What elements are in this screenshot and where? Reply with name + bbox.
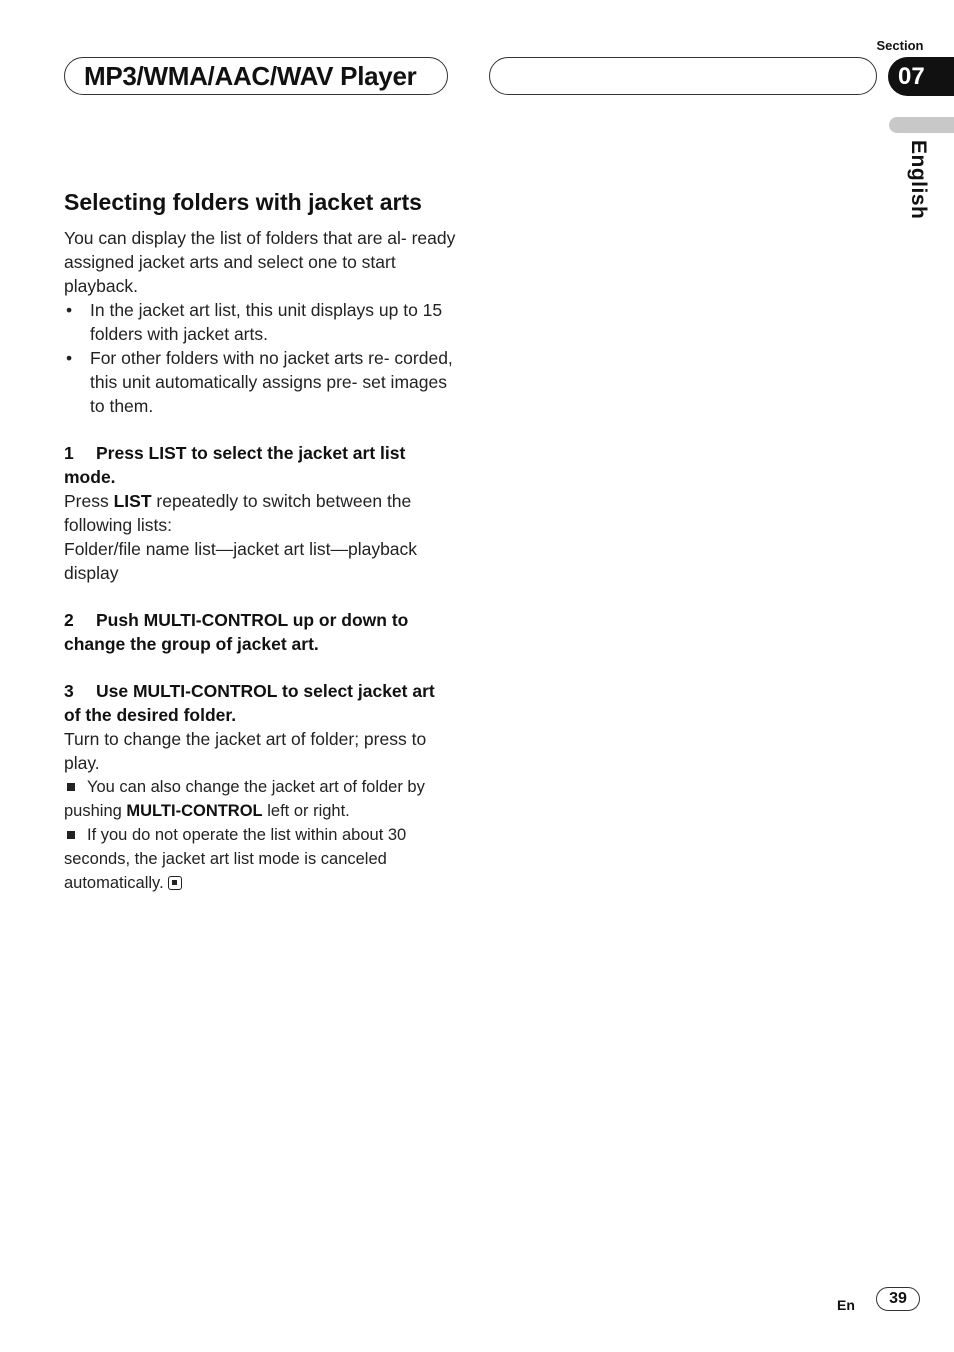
note-item	[64, 775, 456, 823]
note-square-icon	[67, 831, 75, 839]
section-number-badge: 07	[888, 57, 954, 96]
page-title: MP3/WMA/AAC/WAV Player	[84, 61, 417, 91]
step-1-lists: Folder/file name list—jacket art list—playback display	[64, 539, 418, 583]
page-number: 39	[876, 1287, 920, 1311]
footer-language-code: En	[837, 1297, 855, 1313]
step-title-text: Push MULTI-CONTROL up or down to change the group of jacket art.	[64, 610, 409, 654]
note-square-icon	[67, 783, 75, 791]
step-2-title	[64, 608, 456, 656]
bullet-text: For other folders with no jacket arts re- corded, this unit automatically assigns pre- set images to them.	[90, 348, 453, 416]
bullet-text: In the jacket art list, this unit displays up to 15 folders with jacket arts.	[90, 300, 443, 344]
step-number: 3	[64, 681, 74, 701]
section-label: Section	[876, 38, 924, 53]
bullet-dot-icon: •	[66, 348, 73, 368]
note-item	[64, 823, 456, 895]
intro-paragraph: You can display the list of folders that are al- ready assigned jacket arts and select one to start playback.	[64, 228, 456, 296]
step-1-title	[64, 441, 456, 489]
step-1-description	[64, 489, 456, 537]
bullet-item	[64, 298, 456, 346]
header-empty-frame	[489, 57, 877, 95]
main-content	[64, 186, 456, 895]
step-3-description: Turn to change the jacket art of folder; press to play.	[64, 729, 427, 773]
step-3-title	[64, 679, 456, 727]
note-text: left or right.	[262, 802, 350, 820]
note-bold: MULTI-CONTROL	[126, 802, 263, 820]
section-heading: Selecting folders with jacket arts	[64, 189, 422, 215]
step-desc-text: Press	[64, 491, 114, 511]
language-tab-bar	[889, 117, 954, 133]
step-desc-bold: LIST	[113, 491, 152, 511]
note-text: If you do not operate the list within about 30 seconds, the jacket art list mode is canceled automatically.	[64, 826, 407, 892]
bullet-item	[64, 346, 456, 418]
note-text: You can also change the jacket art of folder by pushing	[64, 778, 425, 820]
bullet-list	[64, 298, 456, 418]
step-number: 2	[64, 610, 74, 630]
step-title-text: Press LIST to select the jacket art list mode.	[64, 443, 406, 487]
step-desc-text: repeatedly to switch between the following lists:	[64, 491, 412, 535]
language-label: English	[907, 140, 930, 220]
step-number: 1	[64, 443, 74, 463]
bullet-dot-icon: •	[66, 300, 73, 320]
end-mark-icon	[168, 876, 182, 890]
step-title-text: Use MULTI-CONTROL to select jacket art of the desired folder.	[64, 681, 435, 725]
